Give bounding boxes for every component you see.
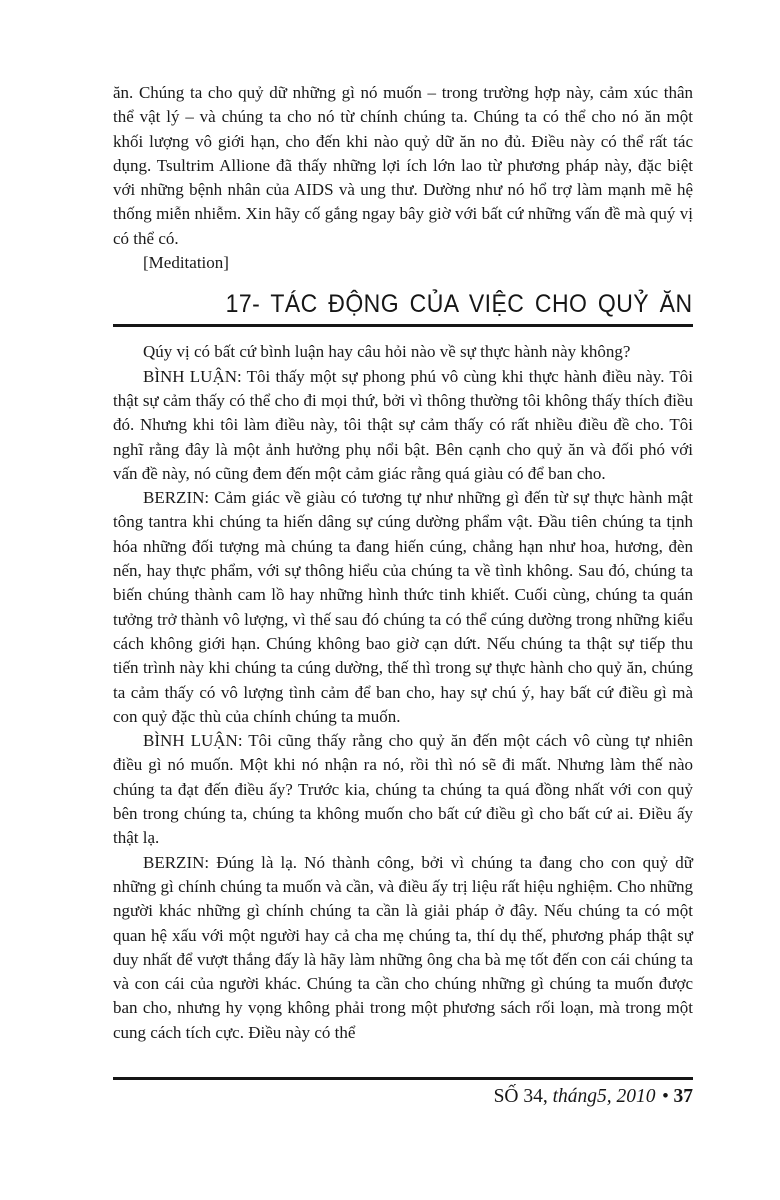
section-heading-row [113, 290, 693, 319]
body-paragraph: Qúy vị có bất cứ bình luận hay câu hỏi nào về sự thực hành này không? [143, 342, 631, 362]
footer-rule [113, 1077, 693, 1080]
section-title: 17- TÁC ĐỘNG CỦA VIỆC CHO QUỶ ĂN [226, 290, 693, 319]
page-number: 37 [673, 1086, 693, 1107]
stage-direction: [Meditation] [143, 253, 229, 273]
page-text-column [113, 81, 693, 1045]
page-footer [113, 1077, 693, 1108]
issue-date: tháng5, 2010 [552, 1086, 656, 1107]
heading-rule [113, 324, 693, 327]
body-paragraph: BÌNH LUẬN: Tôi cũng thấy rằng cho quỷ ăn đến một cách vô cùng tự nhiên điều gì nó muốn. Một khi nó nhận ra nó, rồi thì nó sẽ đi mất. Nhưng làm thế nào chúng ta đạt đến điều ấy? Trước kia, chúng ta chúng ta quá đồng nhất với con quỷ bên trong chúng ta, chúng ta không muốn cho bất cứ điều gì cho bất cứ ai. Điều ấy thật lạ. [113, 731, 693, 848]
body-paragraph: BERZIN: Đúng là lạ. Nó thành công, bởi vì chúng ta đang cho con quỷ dữ những gì chính chúng ta muốn và cần, và điều ấy trị liệu rất hiệu nghiệm. Cho những người khác những gì chính chúng ta cần là giải pháp ở đây. Nếu chúng ta có một quan hệ xấu với một người hay cả cha mẹ chúng ta, thí dụ thế, phương pháp thật sự duy nhất để vượt thắng đấy là hãy làm những ông cha bà mẹ tốt đến con cái chúng ta và con cái của người khác. Chúng ta cần cho chúng những gì chúng ta muốn được ban cho, nhưng hy vọng không phải trong một phương sách rối loạn, mà trong một cung cách tích cực. Điều này có thể [113, 852, 693, 1042]
body-paragraph: BERZIN: Cảm giác về giàu có tương tự như những gì đến từ sự thực hành mật tông tantra khi chúng ta hiến dâng sự cúng dường phẩm vật. Đầu tiên chúng ta tịnh hóa những đối tượng mà chúng ta đang hiến cúng, chẳng hạn như hoa, hương, đèn nến, hay thực phẩm, với sự thông hiểu của chúng ta về tình không. Sau đó, chúng ta biến chúng thành cam lồ hay những hình thức tinh khiết. Cuối cùng, chúng ta quán tưởng trở thành vô lượng, vì thế sau đó chúng ta có thể cúng dường trong những kiểu cách không giới hạn. Chúng không bao giờ cạn dứt. Nếu chúng ta thật sự tiếp thu tiến trình này khi chúng ta cúng dường, thế thì trong sự thực hành cho quỷ ăn, chúng ta cảm thấy có vô lượng tình cảm để ban cho, hay sự chú ý, hay bất cứ điều gì mà con quỷ đặc thù của chính chúng ta muốn. [113, 488, 693, 726]
continuation-paragraph: ăn. Chúng ta cho quỷ dữ những gì nó muốn – trong trường hợp này, cảm xúc thân thể vật lý – và chúng ta cho nó từ chính chúng ta. Chúng ta có thể cho nó ăn một khối lượng vô giới hạn, cho đến khi nào quỷ dữ ăn no đủ. Điều này có thể rất tác dụng. Tsultrim Allione đã thấy những lợi ích lớn lao từ phương pháp này, đặc biệt với những bệnh nhân của AIDS và ung thư. Dường như nó hổ trợ làm mạnh mẽ hệ thống miễn nhiễm. Xin hãy cố gắng ngay bây giờ với bất cứ những vấn đề mà quý vị có thể có. [113, 83, 693, 248]
body-paragraph: BÌNH LUẬN: Tôi thấy một sự phong phú vô cùng khi thực hành điều này. Tôi thật sự cảm thấy có thể cho đi mọi thứ, bởi vì thông thường tôi không thấy thích điều đó. Nhưng khi tôi làm điều này, tôi thật sự cảm thấy có rất nhiều điều đề cho. Tôi nghĩ rằng đây là một ảnh hưởng phụ nổi bật. Bên cạnh cho quỷ ăn và đối phó với vấn đề này, nó cũng đem đến một cảm giác rằng quá giàu có để ban cho. [113, 366, 693, 483]
issue-number: SỐ 34, [493, 1086, 548, 1107]
bullet-separator: • [662, 1086, 669, 1105]
footer-text [113, 1086, 693, 1108]
